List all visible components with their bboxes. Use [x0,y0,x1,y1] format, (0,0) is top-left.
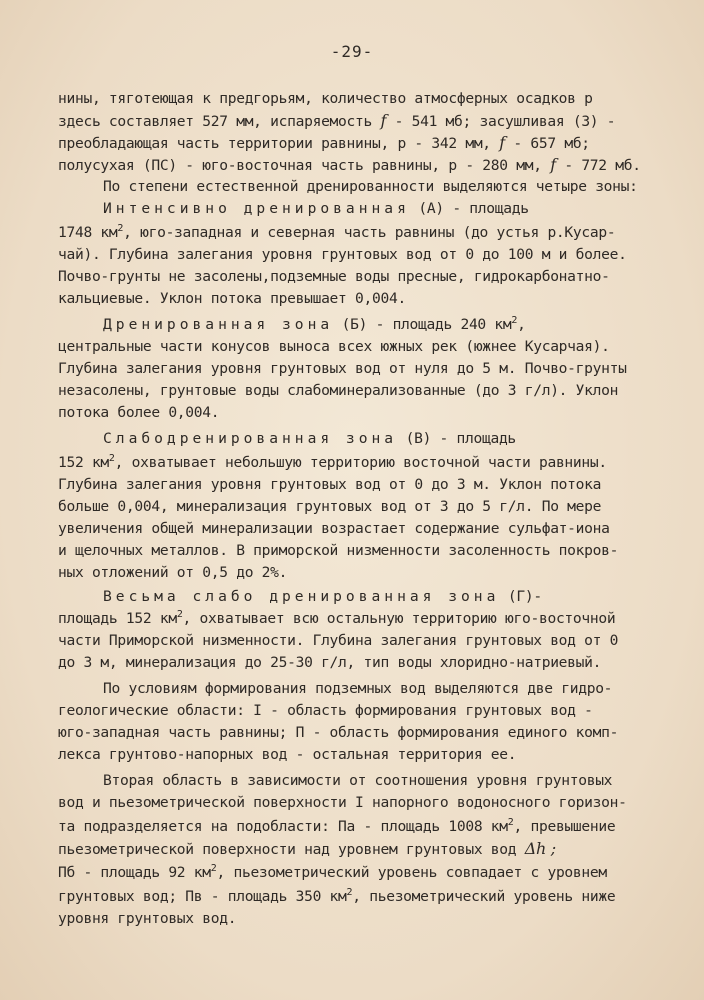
evaporation-symbol: f [499,133,505,152]
text-line: 152 $км^2$, охватывает небольшую территорию восточной части равнины. [58,453,607,471]
evaporation-symbol: f [380,111,387,130]
paragraph-start: Интенсивно дренированная (А) - площадь [103,200,529,217]
text-line: площадь 152 $км^2$, охватывает всю остальную территорию юго-восточной [58,609,616,627]
text-line: Почво-грунты не засолены,подземные воды пресные, гидрокарбонатно- [58,268,610,285]
paragraph-start: Дренированная зона (Б) - площадь 240 $км^2$, [103,315,526,333]
paragraph-start: По условиям формирования подземных вод выделяются две гидро- [103,680,613,697]
delta-h-symbol: Δh ; [524,839,556,858]
text-line: геологические области: I - область формирования грунтовых вод - [58,702,593,719]
text-line: Глубина залегания уровня грунтовых вод от нуля до 5 м. Почво-грунты [58,360,627,377]
text-line: пьезометрической поверхности над уровнем грунтовых вод Δh ; [58,839,556,858]
zone-title: Слабодренированная зона [103,430,398,447]
text-line: преобладающая часть территории равнины, р - 342 мм, f - 657 мб; [58,133,590,152]
text-line: вод и пьезометрической поверхности I напорного водоносного горизон- [58,794,627,811]
text-line: полусухая (ПС) - юго-восточная часть равнины, р - 280 мм, f - 772 мб. [58,155,641,174]
text-line: увеличения общей минерализации возрастает содержание сульфат-иона [58,520,610,537]
text-line: кальциевые. Уклон потока превышает 0,004. [58,290,406,307]
page-number: -29- [330,42,374,61]
text-line: больше 0,004, минерализация грунтовых вод от 3 до 5 г/л. По мере [58,498,602,515]
text-line: до 3 м, минерализация до 25-30 г/л, тип воды хлоридно-натриевый. [58,654,602,671]
paragraph-start: Вторая область в зависимости от соотношения уровня грунтовых [103,772,613,789]
text-line: 1748 $км^2$, юго-западная и северная часть равнины (до устья р.Кусар- [58,223,616,241]
text-line: ных отложений от 0,5 до 2%. [58,564,288,581]
text-line: чай). Глубина залегания уровня грунтовых вод от 0 до 100 м и более. [58,246,627,263]
text-line: потока более 0,004. [58,404,220,421]
text-line: та подразделяется на подобласти: Па - площадь 1008 $км^2$, превышение [58,817,616,835]
paragraph-start: Весьма слабо дренированная зона (Г)- [103,588,542,605]
text-line: Глубина залегания уровня грунтовых вод от 0 до 3 м. Уклон потока [58,476,602,493]
text-line: грунтовых вод; Пв - площадь 350 $км^2$, пьезометрический уровень ниже [58,887,616,905]
zone-title: Дренированная зона [103,316,334,333]
text-line: здесь составляет 527 мм, испаряемость f - 541 мб; засушливая (3) - [58,111,616,130]
paragraph-start: Слабодренированная зона (В) - площадь [103,430,516,447]
zone-title: Интенсивно дренированная [103,200,410,217]
text-line: Пб - площадь 92 $км^2$, пьезометрический уровень совпадает с уровнем [58,863,607,881]
text-line: центральные части конусов выноса всех южных рек (южнее Кусарчая). [58,338,610,355]
text-line: и щелочных металлов. В приморской низменности засоленность покров- [58,542,619,559]
evaporation-symbol: f [550,155,556,174]
text-line: юго-западная часть равнины; П - область формирования единого комп- [58,724,619,741]
text-line: лекса грунтово-напорных вод - остальная территория ее. [58,746,517,763]
text-line: части Приморской низменности. Глубина залегания грунтовых вод от 0 [58,632,619,649]
text-line: нины, тяготеющая к предгорьям, количество атмосферных осадков р [58,90,593,107]
text-line: незасолены, грунтовые воды слабоминерализованные (до 3 г/л). Уклон [58,382,619,399]
zone-title: Весьма слабо дренированная зона [103,588,500,605]
paragraph-start: По степени естественной дренированности выделяются четыре зоны: [103,178,638,195]
text-line: уровня грунтовых вод. [58,910,237,927]
